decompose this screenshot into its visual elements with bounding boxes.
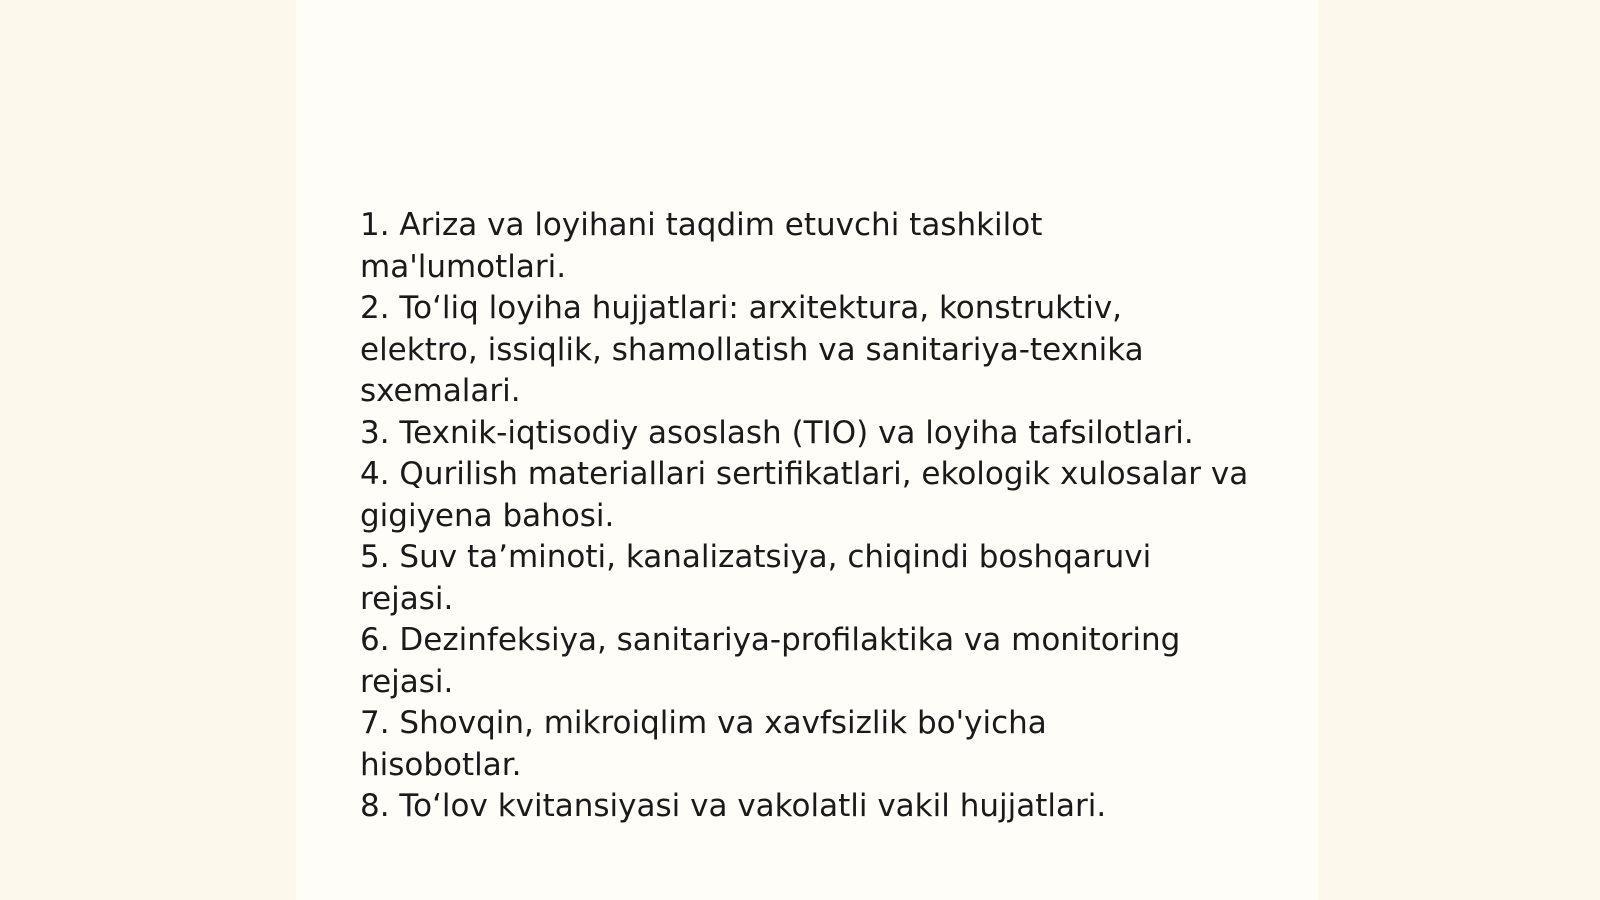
list-item-6: 6. Dezinfeksiya, sanitariya-profilaktika va monitoring rejasi. [360, 622, 1181, 700]
list-item-7: 7. Shovqin, mikroiqlim va xavfsizlik bo'yicha hisobotlar. [360, 705, 1047, 783]
list-item-4: 4. Qurilish materiallari sertifikatlari, ekologik xulosalar va gigiyena bahosi. [360, 456, 1249, 534]
document-page [296, 0, 1318, 900]
list-item-2: 2. To‘liq loyiha hujjatlari: arxitektura, konstruktiv, elektro, issiqlik, shamollatish va sanitariya-texnika sxemalari. [360, 290, 1144, 409]
list-item-8: 8. To‘lov kvitansiyasi va vakolatli vakil hujjatlari. [360, 788, 1107, 824]
list-item-3: 3. Texnik-iqtisodiy asoslash (TIO) va loyiha tafsilotlari. [360, 414, 1194, 451]
list-item-5: 5. Suv ta’minoti, kanalizatsiya, chiqindi boshqaruvi rejasi. [360, 539, 1152, 617]
list-item-1: 1. Ariza va loyihani taqdim etuvchi tashkilot ma'lumotlari. [360, 207, 1043, 285]
requirements-list [360, 205, 1260, 828]
